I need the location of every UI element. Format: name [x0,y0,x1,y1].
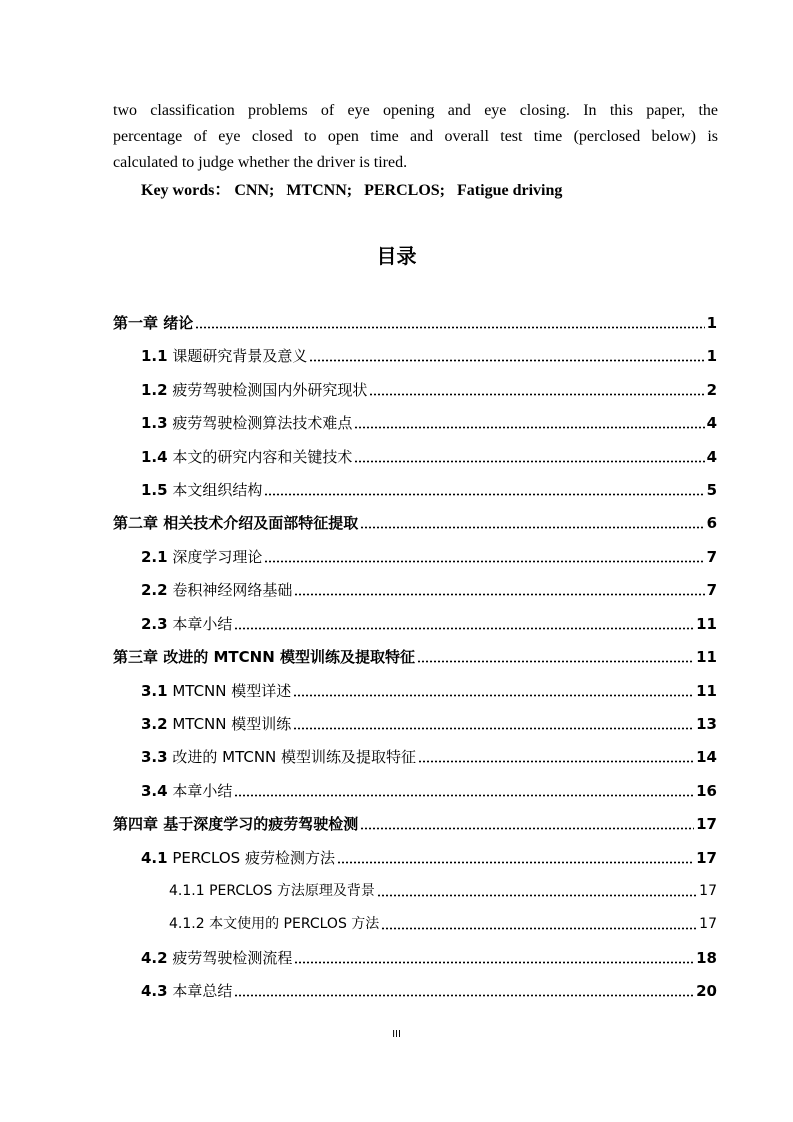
toc-leader-dots [234,794,694,797]
toc-leader-dots [234,994,694,997]
toc-entry-section-4-3[interactable] [141,977,717,1001]
abstract-line: calculated to judge whether the driver is tired. [113,154,408,171]
toc-entry-subsection-4-1-1[interactable] [169,877,717,901]
toc-entry-title: 本章小结 [172,782,233,800]
toc-entry-subsection-4-1-2[interactable] [169,910,717,934]
toc-entry-number: 2.3 [141,615,168,633]
page-number: III [392,1029,401,1040]
toc-entry-title: 绪论 [163,314,194,332]
toc-entry-section-3-3[interactable] [141,743,717,767]
toc-title: 目录 [376,244,417,268]
toc-entry-number: 1.3 [141,414,168,432]
toc-entry-title: 相关技术介绍及面部特征提取 [163,514,359,532]
toc-leader-dots [294,961,694,964]
toc-entry-section-1-5[interactable] [141,476,717,500]
toc-entry-title: 疲劳驾驶检测国内外研究现状 [172,381,368,399]
toc-leader-dots [360,827,694,830]
toc-entry-number: 3.2 [141,715,168,733]
toc-leader-dots [309,359,704,362]
toc-entry-title: 改进的 MTCNN 模型训练及提取特征 [172,748,417,766]
keyword-item: MTCNN; [286,182,353,199]
toc-entry-number: 2.1 [141,548,168,566]
toc-entry-title: 基于深度学习的疲劳驾驶检测 [163,815,359,833]
toc-leader-dots [234,627,694,630]
toc-entry-title: 课题研究背景及意义 [172,347,308,365]
toc-entry-page: 11 [696,615,717,633]
toc-entry-page: 14 [696,748,717,766]
toc-leader-dots [377,894,697,897]
toc-entry-page: 4 [706,414,717,432]
toc-entry-number: 4.3 [141,982,168,1000]
toc-entry-number: 第三章 [113,648,159,666]
toc-entry-section-1-2[interactable] [141,376,717,400]
toc-leader-dots [417,660,694,663]
toc-entry-number: 第一章 [113,314,159,332]
abstract-line: two classification problems of eye opening and eye closing. In this paper, the [113,102,718,119]
toc-entry-number: 1.4 [141,448,168,466]
toc-leader-dots [195,326,704,329]
toc-entry-title: 本文组织结构 [172,481,263,499]
toc-entry-chapter-3[interactable] [113,643,717,667]
keywords-label: Key words： [141,182,231,199]
toc-entry-page: 11 [696,682,717,700]
toc-leader-dots [264,493,704,496]
toc-entry-page: 17 [696,849,717,867]
toc-entry-title: MTCNN 模型训练 [172,715,292,733]
toc-entry-page: 1 [706,347,717,365]
toc-entry-title: 改进的 MTCNN 模型训练及提取特征 [163,648,415,666]
toc-entry-section-4-1[interactable] [141,844,717,868]
keyword-item: CNN; [234,182,275,199]
toc-entry-chapter-2[interactable] [113,509,717,533]
toc-entry-title: MTCNN 模型详述 [172,682,292,700]
toc-entry-page: 2 [706,381,717,399]
toc-entry-page: 6 [706,514,717,532]
toc-entry-title: 本文使用的 PERCLOS 方法 [209,916,380,932]
toc-entry-section-3-2[interactable] [141,710,717,734]
toc-entry-number: 1.2 [141,381,168,399]
toc-entry-number: 3.3 [141,748,168,766]
toc-entry-title: PERCLOS 方法原理及背景 [209,883,375,899]
toc-leader-dots [418,760,694,763]
keyword-item: PERCLOS; [364,182,446,199]
toc-entry-page: 17 [699,883,717,899]
toc-entry-page: 16 [696,782,717,800]
toc-entry-page: 17 [699,916,717,932]
toc-entry-chapter-1[interactable] [113,309,717,333]
toc-entry-chapter-4[interactable] [113,810,717,834]
toc-entry-number: 3.1 [141,682,168,700]
toc-leader-dots [369,393,704,396]
toc-leader-dots [360,526,704,529]
toc-leader-dots [337,861,694,864]
toc-entry-page: 5 [706,481,717,499]
toc-entry-page: 1 [706,314,717,332]
toc-leader-dots [293,694,694,697]
toc-entry-section-1-4[interactable] [141,443,717,467]
toc-entry-number: 4.2 [141,949,168,967]
toc-entry-title: 本章总结 [172,982,233,1000]
toc-entry-number: 3.4 [141,782,168,800]
toc-entry-title: 疲劳驾驶检测流程 [172,949,293,967]
toc-leader-dots [381,927,697,930]
toc-entry-section-2-1[interactable] [141,543,717,567]
toc-entry-page: 7 [706,581,717,599]
toc-entry-title: 本章小结 [172,615,233,633]
toc-entry-section-2-3[interactable] [141,610,717,634]
toc-entry-title: 本文的研究内容和关键技术 [172,448,353,466]
toc-entry-section-3-1[interactable] [141,677,717,701]
toc-entry-page: 7 [706,548,717,566]
toc-entry-section-2-2[interactable] [141,576,717,600]
toc-entry-page: 20 [696,982,717,1000]
toc-entry-number: 第二章 [113,514,159,532]
abstract-line: percentage of eye closed to open time and overall test time (perclosed below) is [113,128,718,145]
toc-entry-page: 11 [696,648,717,666]
toc-entry-section-4-2[interactable] [141,944,717,968]
toc-entry-number: 1.5 [141,481,168,499]
toc-entry-section-1-3[interactable] [141,409,717,433]
toc-entry-number: 1.1 [141,347,168,365]
toc-leader-dots [354,426,704,429]
toc-leader-dots [294,593,704,596]
toc-entry-section-1-1[interactable] [141,342,717,366]
toc-leader-dots [293,727,694,730]
toc-entry-title: PERCLOS 疲劳检测方法 [172,849,335,867]
toc-entry-number: 4.1 [141,849,168,867]
toc-leader-dots [264,560,704,563]
toc-entry-title: 卷积神经网络基础 [172,581,293,599]
toc-entry-page: 18 [696,949,717,967]
toc-entry-title: 深度学习理论 [172,548,263,566]
toc-entry-number: 2.2 [141,581,168,599]
toc-entry-title: 疲劳驾驶检测算法技术难点 [172,414,353,432]
toc-leader-dots [354,460,704,463]
toc-entry-number: 4.1.2 [169,916,205,932]
toc-entry-page: 13 [696,715,717,733]
toc-entry-section-3-4[interactable] [141,777,717,801]
toc-entry-number: 第四章 [113,815,159,833]
toc-entry-page: 17 [696,815,717,833]
toc-entry-page: 4 [706,448,717,466]
keyword-item: Fatigue driving [457,182,563,199]
toc-entry-number: 4.1.1 [169,883,205,899]
